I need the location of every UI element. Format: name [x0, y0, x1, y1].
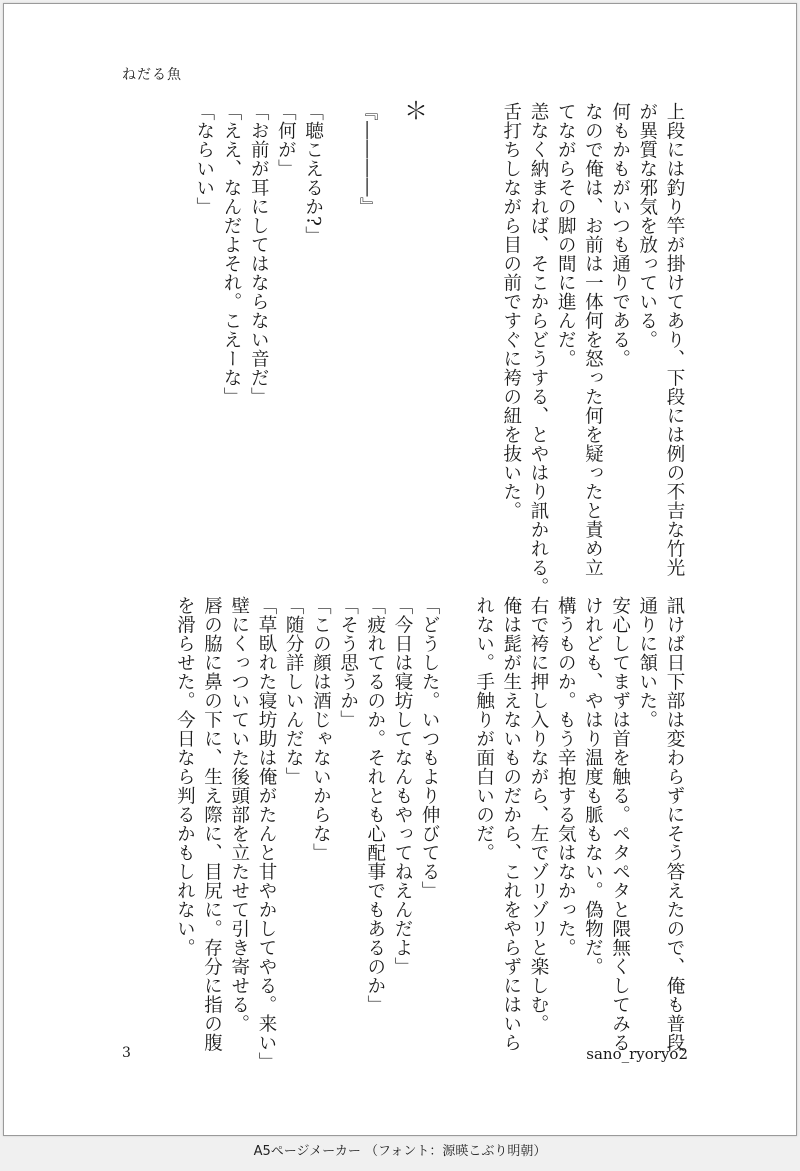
text-block-bottom: [171, 596, 688, 1071]
text-line: 『――――』: [357, 102, 378, 216]
text-line: 俺は髭が生えないものだから、これをやらずにはいら: [500, 596, 522, 1052]
text-line: 「今日は寝坊してなんもやってねえんだよ」: [391, 596, 413, 976]
text-line: けれども、やはり温度も脈もない。偽物だ。: [582, 596, 604, 976]
author-handle: sano_ryoryo2: [586, 1045, 688, 1063]
text-line: 「草臥れた寝坊助は俺がたんと甘やかしてやる。来い」: [255, 596, 277, 1071]
text-line: が異質な邪気を放っている。: [636, 102, 658, 349]
text-block-top-left: [191, 102, 381, 406]
text-line: 「どうした。いつもより伸びてる」: [419, 596, 441, 900]
text-line: れない。手触りが面白いのだ。: [473, 596, 495, 862]
running-title: ねだる魚: [122, 67, 182, 83]
text-line: 「ええ、なんだよそれ。こえーな」: [220, 102, 242, 406]
text-line: 構うものか。もう辛抱する気はなかった。: [555, 596, 577, 957]
book-page: [3, 3, 797, 1136]
text-line: 「そう思うか」: [337, 596, 359, 729]
text-line-blank: [327, 102, 354, 406]
text-line: 舌打ちしながら目の前ですぐに袴の紐を抜いた。: [500, 102, 522, 520]
text-line: 右で袴に押し入りながら、左でゾリゾリと楽しむ。: [527, 596, 549, 1033]
text-line: 訊けば日下部は変わらずにそう答えたので、俺も普段: [664, 596, 685, 1052]
text-line: 通りに頷いた。: [636, 596, 658, 729]
text-line: 何もかもがいつも通りである。: [609, 102, 631, 368]
text-line: 安心してまずは首を触る。ペタペタと隈無くしてみる: [609, 596, 631, 1052]
text-line: 「ならいい」: [193, 102, 215, 216]
text-line: てながらその脚の間に進んだ。: [555, 102, 577, 368]
text-line: 「随分詳しいんだな」: [283, 596, 305, 786]
scene-break-asterisk: ＊: [404, 97, 428, 125]
text-block-top-right: [498, 102, 688, 596]
text-line: 上段には釣り竿が掛けてあり、下段には例の不吉な竹光: [664, 102, 685, 577]
text-line: 「何が」: [275, 102, 297, 178]
text-line: なので俺は、お前は一体何を怒った何を疑ったと責め立: [582, 102, 604, 577]
text-line: 「聴こえるか?」: [302, 102, 324, 246]
page-number: 3: [122, 1045, 131, 1061]
text-line: 唇の脇に鼻の下に、生え際に、目尻に。存分に指の腹: [201, 596, 223, 1052]
text-line: 「お前が耳にしてはならない音だ」: [248, 102, 270, 406]
text-line-blank: [443, 596, 470, 1071]
text-line: 恙なく納まれば、そこからどうする、とやはり訊かれる。: [527, 102, 549, 596]
text-line: 壁にくっついていた後頭部を立たせて引き寄せる。: [228, 596, 250, 1033]
text-line: を滑らせた。今日なら判るかもしれない。: [174, 596, 196, 957]
text-line: 「疲れてるのか。それとも心配事でもあるのか」: [364, 596, 386, 1014]
footer-credit: A5ページメーカー （フォント：源暎こぶり明朝）: [253, 1144, 547, 1159]
text-line: 「この顔は酒じゃないからな」: [310, 596, 332, 862]
